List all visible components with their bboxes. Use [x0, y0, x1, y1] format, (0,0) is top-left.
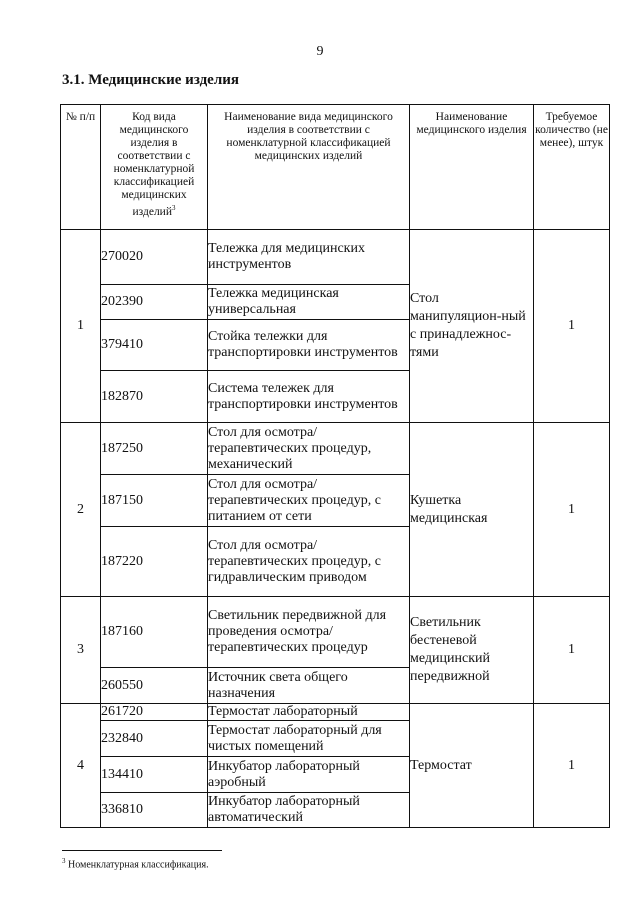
product-name: Стол манипуляцион-ный с принадлежнос-тями [410, 230, 534, 423]
device-type-name: Инкубатор лабораторный аэробный [208, 757, 410, 793]
device-code: 187160 [101, 597, 208, 668]
device-code: 336810 [101, 793, 208, 828]
device-type-name: Стойка тележки для транспортировки инструментов [208, 320, 410, 371]
quantity: 1 [534, 230, 610, 423]
section-title: 3.1. Медицинские изделия [62, 72, 239, 88]
table-row [61, 704, 610, 721]
device-type-name: Тележка для медицинских инструментов [208, 230, 410, 285]
device-code: 270020 [101, 230, 208, 285]
device-code: 261720 [101, 704, 208, 721]
quantity: 1 [534, 423, 610, 597]
header-code-footnote-ref: 3 [172, 204, 176, 212]
footnote-divider [62, 850, 222, 851]
group-number: 3 [61, 597, 101, 704]
product-name: Термостат [410, 704, 534, 828]
table-header-row [61, 105, 610, 230]
device-type-name: Система тележек для транспортировки инструментов [208, 371, 410, 423]
device-type-name: Термостат лабораторный для чистых помещений [208, 721, 410, 757]
group-number: 4 [61, 704, 101, 828]
group-number: 1 [61, 230, 101, 423]
medical-devices-table [60, 104, 610, 828]
quantity: 1 [534, 597, 610, 704]
device-code: 187150 [101, 475, 208, 527]
product-name: Светильник бестеневой медицинский передвижной [410, 597, 534, 704]
footnote [62, 857, 209, 870]
device-code: 134410 [101, 757, 208, 793]
table-row [61, 230, 610, 285]
device-code: 187220 [101, 527, 208, 597]
device-type-name: Тележка медицинская универсальная [208, 285, 410, 320]
quantity: 1 [534, 704, 610, 828]
device-type-name: Светильник передвижной для проведения осмотра/терапевтических процедур [208, 597, 410, 668]
group-number: 2 [61, 423, 101, 597]
device-code: 260550 [101, 668, 208, 704]
header-num: № п/п [61, 105, 101, 230]
table-row [61, 597, 610, 668]
device-code: 379410 [101, 320, 208, 371]
device-type-name: Термостат лабораторный [208, 704, 410, 721]
header-product-name: Наименование медицинского изделия [410, 105, 534, 230]
device-type-name: Стол для осмотра/терапевтических процедур, с гидравлическим приводом [208, 527, 410, 597]
header-type-name: Наименование вида медицинского изделия в соответствии с номенклатурной классификацией медицинских изделий [208, 105, 410, 230]
device-type-name: Инкубатор лабораторный автоматический [208, 793, 410, 828]
device-type-name: Стол для осмотра/терапевтических процедур, механический [208, 423, 410, 475]
header-quantity: Требуемое количество (не менее), штук [534, 105, 610, 230]
product-name: Кушетка медицинская [410, 423, 534, 597]
page-number: 9 [316, 44, 324, 59]
device-code: 182870 [101, 371, 208, 423]
device-type-name: Стол для осмотра/терапевтических процедур, с питанием от сети [208, 475, 410, 527]
footnote-text: Номенклатурная классификация. [65, 859, 209, 871]
device-type-name: Источник света общего назначения [208, 668, 410, 704]
device-code: 202390 [101, 285, 208, 320]
table-row [61, 423, 610, 475]
device-code: 187250 [101, 423, 208, 475]
device-code: 232840 [101, 721, 208, 757]
header-code: Код вида медицинского изделия в соответствии с номенклатурной классификацией медицинских изделий$^3$ [101, 105, 208, 230]
footnote-marker: 3 [62, 857, 66, 865]
